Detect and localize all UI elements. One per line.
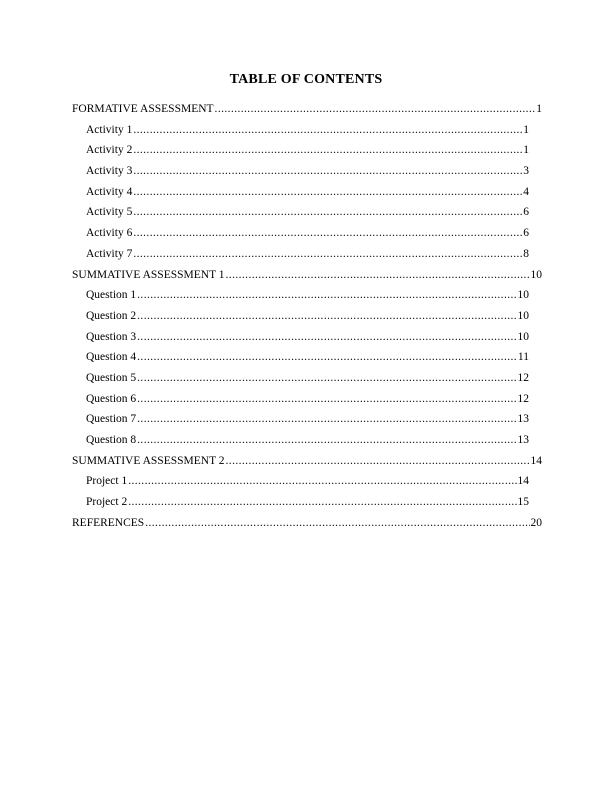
dot-leader xyxy=(137,432,516,448)
toc-subsection-entry[interactable] xyxy=(86,391,529,412)
toc-page-number: 15 xyxy=(517,496,529,509)
dot-leader xyxy=(137,308,516,324)
toc-subsection-entry[interactable] xyxy=(86,411,529,432)
toc-page-number: 14 xyxy=(530,454,542,467)
toc-page-number: 3 xyxy=(523,165,529,178)
dot-leader xyxy=(128,494,516,510)
dot-leader xyxy=(137,329,516,345)
toc-entry-label: REFERENCES xyxy=(72,516,145,529)
dot-leader xyxy=(133,142,522,158)
toc-entry-label: Question 6 xyxy=(86,392,137,405)
dot-leader xyxy=(133,246,522,262)
toc-subsection-entry[interactable] xyxy=(86,204,529,225)
toc-subsection-entry[interactable] xyxy=(86,225,529,246)
toc-page-number: 4 xyxy=(523,185,529,198)
dot-leader xyxy=(133,204,522,220)
dot-leader xyxy=(133,184,522,200)
toc-section-entry[interactable] xyxy=(72,453,542,474)
toc-entry-label: Question 7 xyxy=(86,413,137,426)
dot-leader xyxy=(226,267,530,283)
toc-entry-label: SUMMATIVE ASSESSMENT 2 xyxy=(72,454,225,467)
dot-leader xyxy=(133,225,522,241)
toc-entry-label: SUMMATIVE ASSESSMENT 1 xyxy=(72,268,225,281)
toc-subsection-entry[interactable] xyxy=(86,142,529,163)
toc-page-number: 10 xyxy=(517,309,529,322)
toc-page-number: 13 xyxy=(517,434,529,446)
toc-title: TABLE OF CONTENTS xyxy=(229,72,383,87)
toc-page-number: 8 xyxy=(523,247,529,260)
toc-entry-label: Question 1 xyxy=(86,289,137,302)
dot-leader xyxy=(137,370,516,386)
toc-page-number: 12 xyxy=(517,392,529,405)
toc-entry-label: Project 1 xyxy=(86,475,128,488)
dot-leader xyxy=(137,391,516,407)
dot-leader xyxy=(215,101,536,117)
toc-entry-label: Question 3 xyxy=(86,330,137,343)
toc-page-number: 11 xyxy=(517,351,529,364)
toc-entry-label: Question 4 xyxy=(86,351,137,364)
toc-subsection-entry[interactable] xyxy=(86,246,529,267)
toc-entry-label: Activity 6 xyxy=(86,227,133,240)
toc-page-number: 6 xyxy=(523,206,529,219)
toc-subsection-entry[interactable] xyxy=(86,308,529,329)
toc-section-entry[interactable] xyxy=(72,267,542,288)
toc-page-number: 10 xyxy=(530,268,542,281)
toc-subsection-entry[interactable] xyxy=(86,184,529,205)
toc-subsection-entry[interactable] xyxy=(86,163,529,184)
dot-leader xyxy=(145,515,529,531)
toc-subsection-entry[interactable] xyxy=(86,494,529,515)
dot-leader xyxy=(137,411,516,427)
dot-leader xyxy=(128,473,516,489)
toc-entry-label: Project 2 xyxy=(86,496,128,509)
toc-page-number: 1 xyxy=(523,144,529,157)
toc-page-number: 6 xyxy=(523,227,529,240)
dot-leader xyxy=(133,163,522,179)
dot-leader xyxy=(133,122,522,138)
dot-leader xyxy=(137,287,516,303)
toc-page-number: 10 xyxy=(517,289,529,302)
toc-entry-label: Question 2 xyxy=(86,309,137,322)
toc-page-number: 12 xyxy=(517,371,529,384)
toc-page-number: 14 xyxy=(517,475,529,488)
toc-subsection-entry[interactable] xyxy=(86,122,529,143)
toc-page-number: 1 xyxy=(523,123,529,136)
dot-leader xyxy=(226,453,530,469)
toc-page-number: 13 xyxy=(517,413,529,426)
toc-page-number: 20 xyxy=(530,516,542,529)
toc-entry-label: Activity 2 xyxy=(86,144,133,157)
toc-entry-label: Activity 3 xyxy=(86,165,133,178)
toc-entry-label: Activity 1 xyxy=(86,123,133,136)
toc-section-entry[interactable] xyxy=(72,515,542,536)
toc-subsection-entry[interactable] xyxy=(86,349,529,370)
toc-page-number: 10 xyxy=(517,330,529,343)
toc-entry-label: Activity 5 xyxy=(86,206,133,219)
toc-list xyxy=(72,101,542,535)
toc-subsection-entry[interactable] xyxy=(86,329,529,350)
toc-entry-label: Activity 4 xyxy=(86,185,133,198)
toc-entry-label: Question 8 xyxy=(86,434,137,446)
toc-page-number: 1 xyxy=(536,103,542,115)
toc-subsection-entry[interactable] xyxy=(86,287,529,308)
toc-entry-label: FORMATIVE ASSESSMENT xyxy=(72,103,214,115)
toc-subsection-entry[interactable] xyxy=(86,370,529,391)
toc-entry-label: Question 5 xyxy=(86,371,137,384)
dot-leader xyxy=(137,349,517,365)
toc-subsection-entry[interactable] xyxy=(86,432,529,453)
toc-entry-label: Activity 7 xyxy=(86,247,133,260)
toc-section-entry[interactable] xyxy=(72,101,542,122)
toc-subsection-entry[interactable] xyxy=(86,473,529,494)
